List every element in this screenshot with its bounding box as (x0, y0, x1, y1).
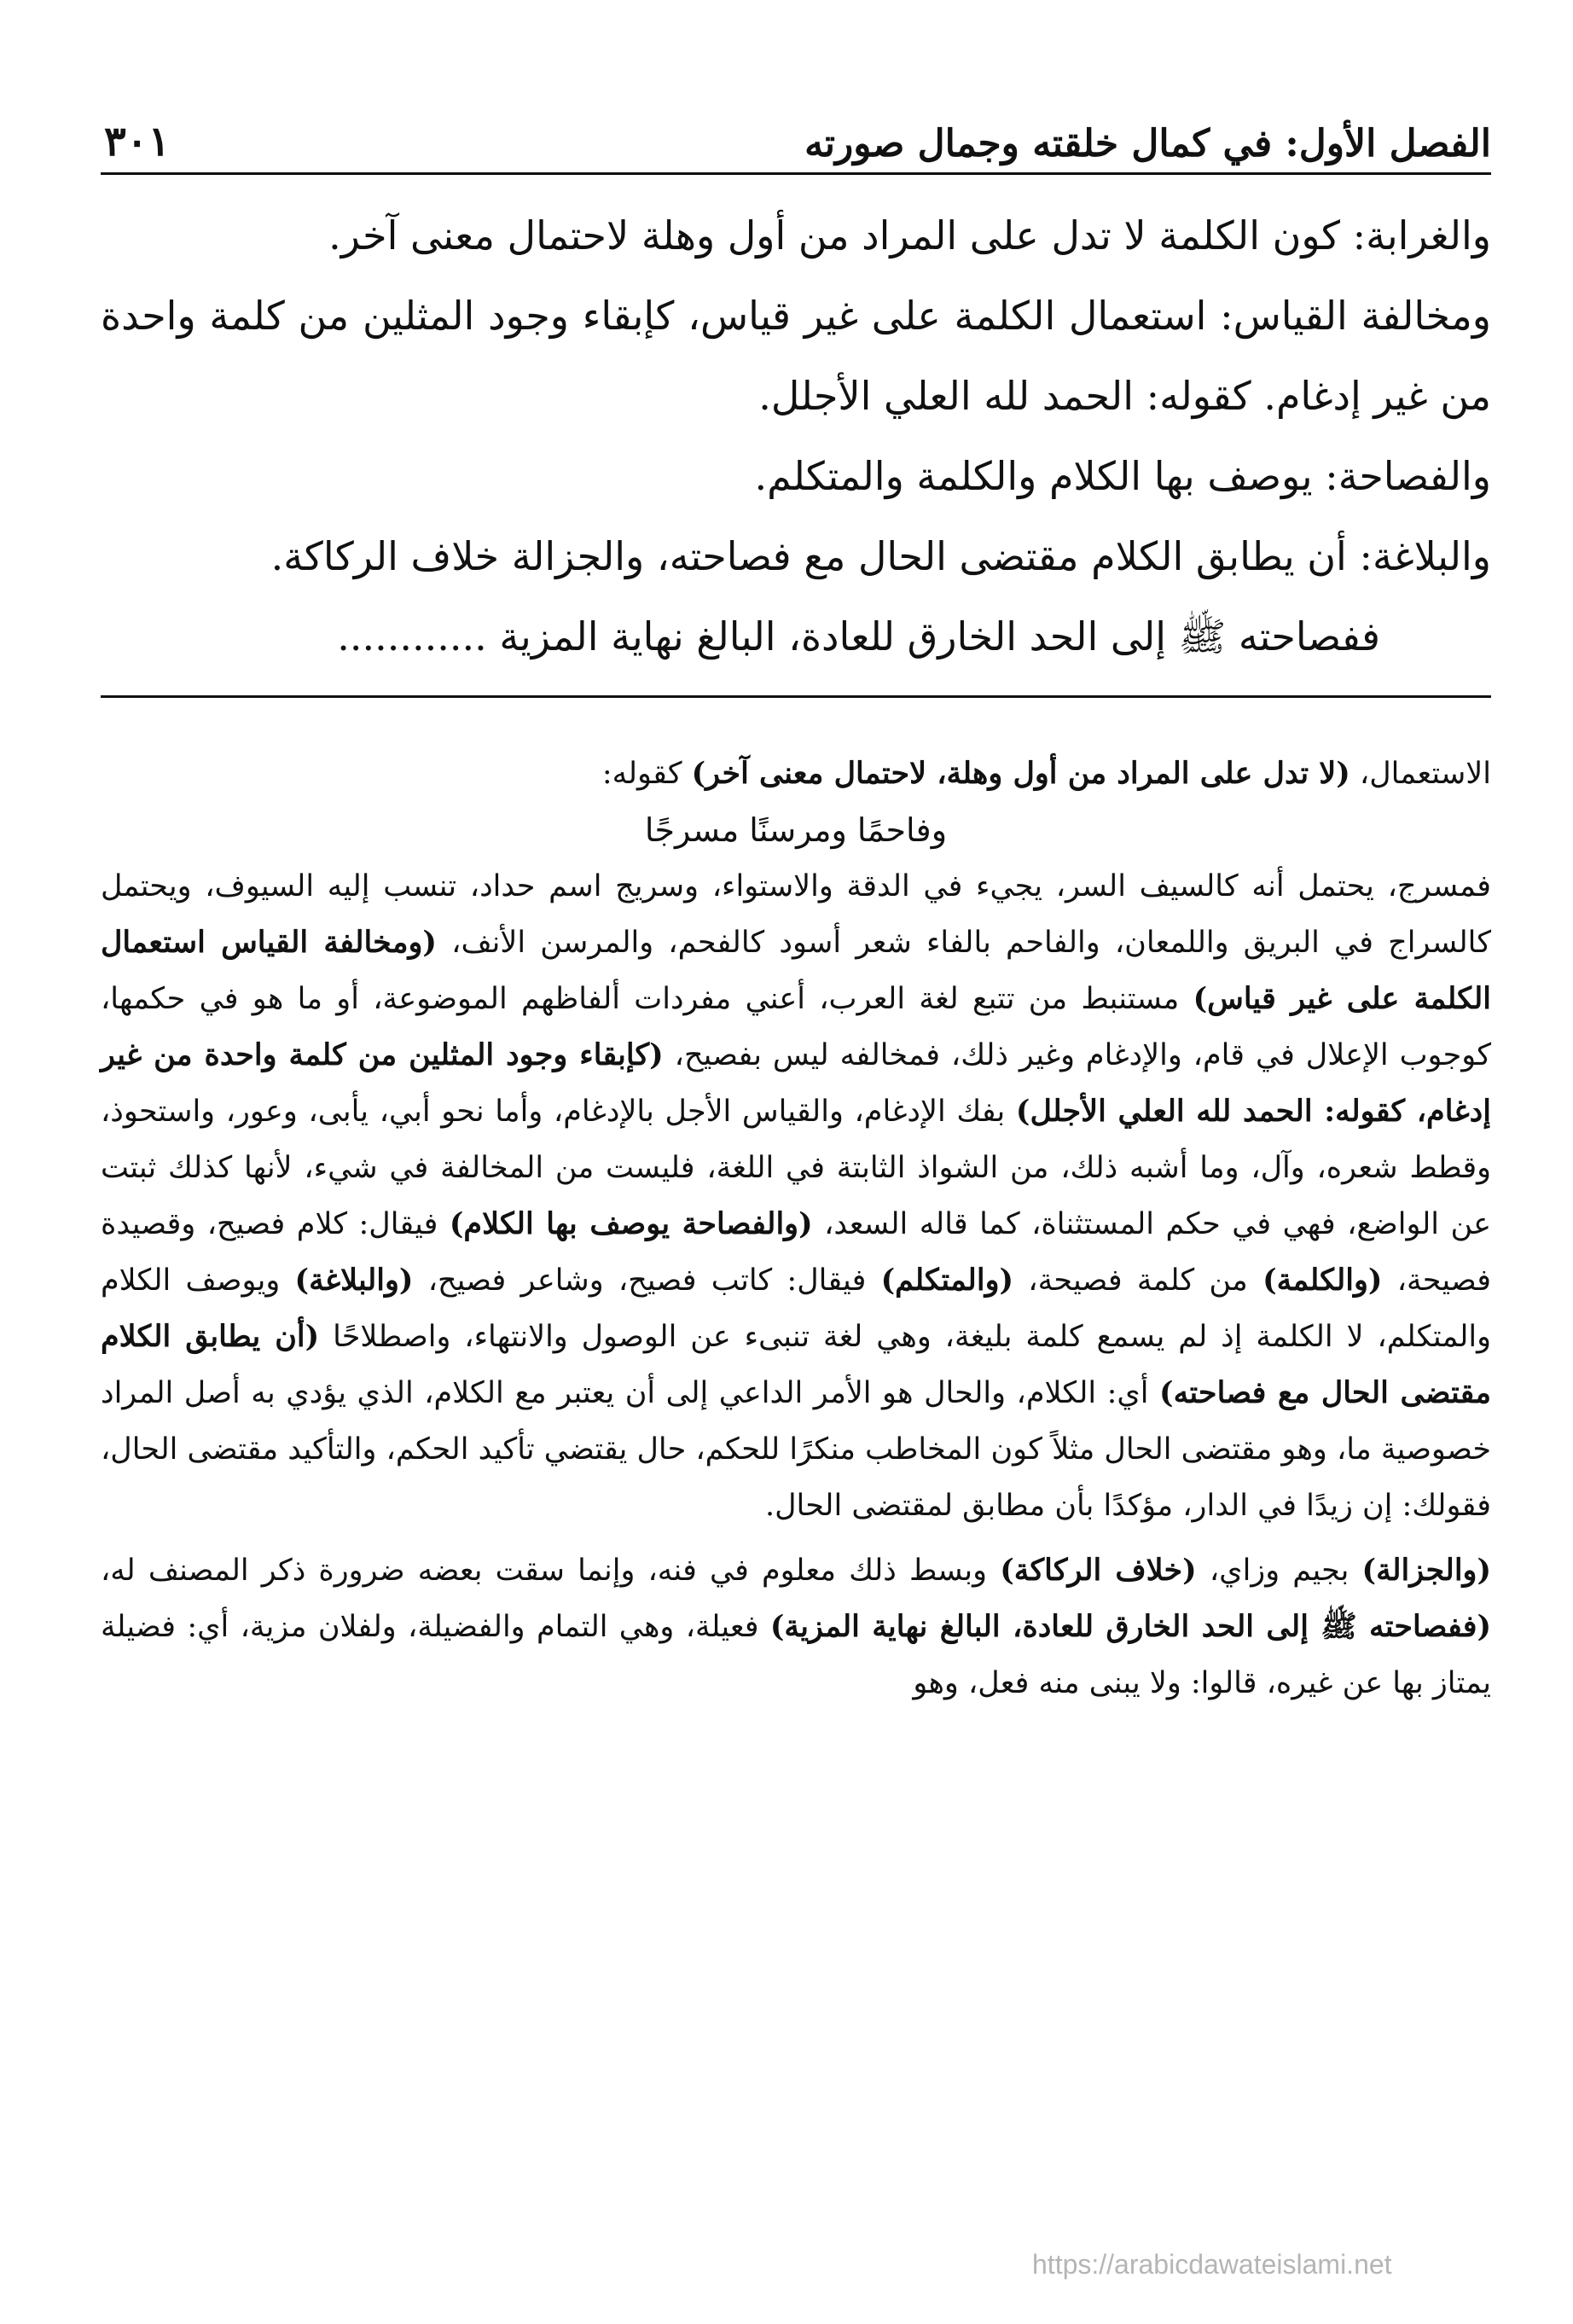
commentary-text: بفك الإدغام، والقياس الأجل بالإدغام، وأما نحو أبي، يأبى، وعور، واستحوذ، وقطط شعره، وآل، وما أشبه ذلك، من الشواذ الثابتة في اللغة، فليست من المخالفة في شيء، لأنها كذلك ثبتت عن الواضع، فهي في حكم المستثناة، كما قاله السعد، (101, 1095, 1491, 1241)
divider-line (101, 695, 1491, 698)
commentary-paragraph (101, 1543, 1491, 1711)
commentary-text: فعيلة، وهي التمام والفضيلة، ولفلان مزية، أي: فضيلة يمتاز بها عن غيره، قالوا: ولا يبنى منه فعل، وهو (101, 1610, 1491, 1700)
matn-paragraph: والبلاغة: أن يطابق الكلام مقتضى الحال مع فصاحته، والجزالة خلاف الركاكة. (270, 533, 1491, 579)
watermark-url: https://arabicdawateislami.net (1032, 2249, 1392, 2280)
main-text (101, 195, 1491, 677)
quoted-matn: (كإبقاء وجود المثلين من كلمة واحدة من غير إدغام، كقوله: الحمد لله العلي الأجلل) (101, 1037, 1491, 1129)
commentary-text: بجيم وزاي، (1196, 1554, 1362, 1588)
matn-paragraph: والفصاحة: يوصف بها الكلام والكلمة والمتكلم. (754, 453, 1491, 499)
page-number: ٣٠١ (104, 118, 171, 166)
quoted-matn: (والكلمة) (1262, 1263, 1383, 1298)
continuation-dots: ............ (337, 613, 487, 659)
commentary-paragraph (101, 858, 1491, 1534)
commentary-text (101, 746, 1491, 1711)
book-page (101, 94, 1491, 2295)
matn-paragraph: ومخالفة القياس: استعمال الكلمة على غير قياس، كإبقاء وجود المثلين من كلمة واحدة من غير إدغام. كقوله: الحمد لله العلي الأجلل. (101, 293, 1491, 419)
commentary-text: الاستعمال، (1350, 757, 1491, 791)
quoted-matn: (لا تدل على المراد من أول وهلة، لاحتمال معنى آخر) (691, 756, 1350, 791)
chapter-title: الفصل الأول: في كمال خلقته وجمال صورته (804, 122, 1491, 166)
commentary-text: من كلمة فصيحة، (1013, 1264, 1263, 1298)
commentary-text: فيقال: كلام فصيح، وقصيدة فصيحة، (101, 1207, 1491, 1298)
matn-paragraph (101, 596, 1491, 677)
quoted-matn: (ففصاحته ﷺ إلى الحد الخارق للعادة، البالغ نهاية المزية) (769, 1609, 1491, 1644)
poetry-verse: وفاحمًا ومرسنًا مسرجًا (644, 811, 948, 849)
commentary-paragraph (101, 746, 1491, 802)
matn-paragraph: والغرابة: كون الكلمة لا تدل على المراد من أول وهلة لاحتمال معنى آخر. (328, 212, 1491, 259)
quoted-matn: (والفصاحة يوصف بها الكلام) (449, 1206, 813, 1241)
quoted-matn: (والجزالة) (1361, 1553, 1491, 1588)
commentary-text: فيقال: كاتب فصيح، وشاعر فصيح، (413, 1264, 881, 1298)
commentary-text: ويوصف الكلام والمتكلم، لا الكلمة إذ لم يسمع كلمة بليغة، وهي لغة تنبىء عن الوصول والانتهاء، واصطلاحًا (101, 1264, 1491, 1354)
quoted-matn: (ومخالفة القياس استعمال الكلمة على غير قياس) (101, 925, 1491, 1016)
quoted-matn: (أن يطابق الكلام مقتضى الحال مع فصاحته) (101, 1319, 1492, 1410)
quoted-matn: (خلاف الركاكة) (1000, 1553, 1197, 1588)
commentary-text: مستنبط من تتبع لغة العرب، أعني مفردات ألفاظهم الموضوعة، أو ما هو في حكمها، كوجوب الإعلال في قام، والإدغام وغير ذلك، فمخالفه ليس بفصيح، (101, 982, 1491, 1072)
quoted-matn: (والمتكلم) (880, 1263, 1014, 1298)
commentary-text: وبسط ذلك معلوم في فنه، وإنما سقت بعضه ضرورة ذكر المصنف له، (101, 1554, 1001, 1588)
matn-text: ففصاحته ﷺ إلى الحد الخارق للعادة، البالغ نهاية المزية (499, 613, 1380, 659)
quoted-matn: (والبلاغة) (294, 1263, 414, 1298)
page-header (101, 94, 1491, 175)
commentary-text: كقوله: (601, 757, 692, 791)
commentary-text: فمسرج، يحتمل أنه كالسيف السر، يجيء في الدقة والاستواء، وسريج اسم حداد، تنسب إليه السيوف، ويحتمل كالسراج في البريق واللمعان، والفاحم بالفاء شعر أسود كالفحم، والمرسن الأنف، (101, 869, 1491, 960)
commentary-text: أي: الكلام، والحال هو الأمر الداعي إلى أن يعتبر مع الكلام، الذي يؤدي به أصل المراد خصوصية ما، وهو مقتضى الحال مثلاً كون المخاطب منكرًا للحكم، حال يقتضي تأكيد الحكم، والتأكيد مقتضى الحال، فقولك: إن زيدًا في الدار، مؤكدًا بأن مطابق لمقتضى الحال. (101, 1376, 1491, 1523)
